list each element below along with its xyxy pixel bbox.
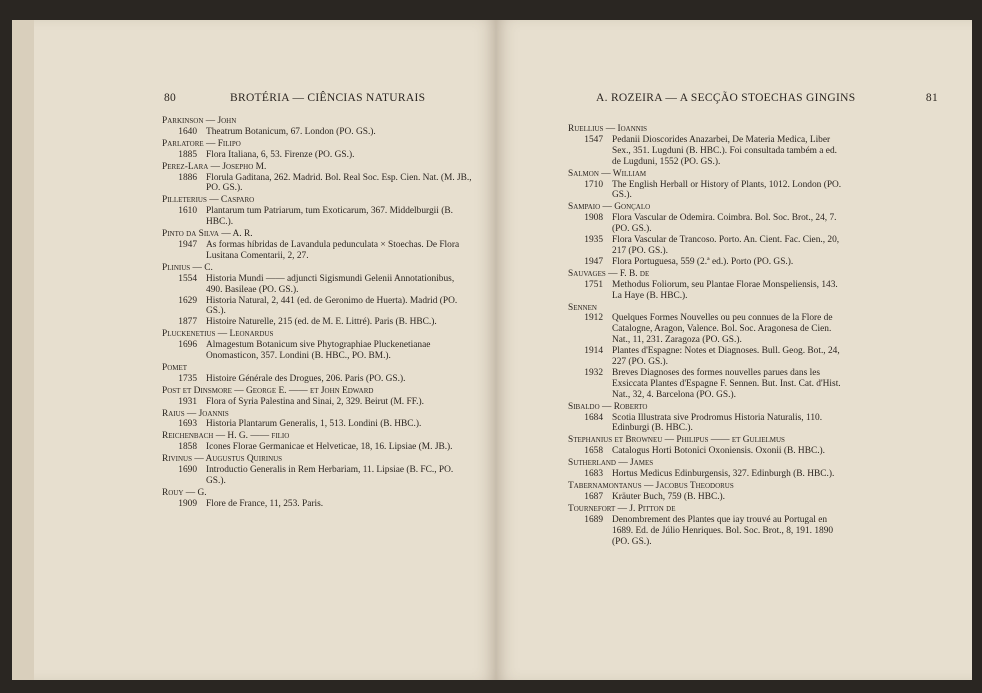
right-page [496, 20, 972, 680]
running-title: A. ROZEIRA — A SECÇÃO STOECHAS GINGINS [596, 92, 856, 104]
work-year: 1908 [584, 213, 603, 224]
entry-work [568, 180, 848, 202]
page-number: 80 [164, 92, 177, 104]
entry-author: Perez-Lara — Josepho M. [162, 161, 267, 172]
work-citation: Almagestum Botanicum sive Phytographiae Pluckenetianae Onomasticon, 357. Londini (B. HBC., PO. BM.). [206, 340, 431, 362]
work-year: 1932 [584, 367, 603, 378]
work-year: 1629 [178, 295, 197, 306]
work-year: 1640 [178, 126, 197, 137]
bibliography-entry [568, 303, 848, 401]
work-year: 1693 [178, 419, 197, 430]
bibliography-entry [568, 458, 848, 480]
bibliography-list [162, 116, 472, 511]
entry-work [568, 313, 848, 346]
bibliography-entry [568, 402, 848, 435]
work-citation: Breves Diagnoses des formes nouvelles parues dans les Exsiccata Plantes d'Espagne F. Sennen. But. Inst. Cat. d'Hist. Nat., 32, 4. Barcelona (PO. GS.). [612, 367, 841, 400]
bibliography-entry [568, 481, 848, 503]
work-year: 1610 [178, 206, 197, 217]
work-citation: The English Herball or History of Plants, 1012. London (PO. GS.). [612, 179, 842, 201]
work-year: 1935 [584, 235, 603, 246]
entry-author: Pomet [162, 362, 188, 373]
entry-work [162, 419, 472, 430]
entry-work [568, 346, 848, 368]
entry-author: Parkinson — John [162, 116, 237, 126]
bibliography-entry [162, 454, 472, 487]
entry-work [162, 340, 472, 362]
entry-author: Post et Dinsmore — George E. —— et John Edward [162, 385, 374, 396]
work-citation: As formas híbridas de Lavandula pedunculata × Stoechas. De Flora Lusitana Comentarii, 2, 27. [206, 239, 460, 261]
work-year: 1689 [584, 514, 603, 525]
work-citation: Hortus Medicus Edinburgensis, 327. Edinburgh (B. HBC.). [612, 469, 835, 480]
bibliography-entry [162, 386, 472, 408]
bibliography-entry [568, 504, 848, 548]
work-year: 1947 [178, 239, 197, 250]
bibliography-list [568, 124, 848, 548]
work-citation: Historia Plantarum Generalis, 1, 513. Londini (B. HBC.). [206, 419, 422, 430]
entry-author: Rouy — G. [162, 487, 207, 498]
work-citation: Introductio Generalis in Rem Herbariam, 11. Lipsiae (B. FC., PO. GS.). [206, 465, 454, 486]
entry-work [162, 274, 472, 296]
entry-work [162, 499, 472, 510]
work-citation: Denombrement des Plantes que iay trouvé au Portugal en 1689. Ed. de Júlio Henriques. Bol. Soc. Brot., 8, 191. 1890 (PO. GS.). [612, 514, 834, 547]
work-citation: Plantarum tum Patriarum, tum Exoticarum, 367. Middelburgii (B. HBC.). [206, 206, 453, 228]
entry-author: Pluckenetius — Leonardus [162, 329, 274, 340]
work-citation: Methodus Foliorum, seu Plantae Florae Monspeliensis, 143. La Haye (B. HBC.). [612, 279, 838, 301]
work-citation: Historia Natural, 2, 441 (ed. de Geronimo de Huerta). Madrid (PO. GS.). [206, 295, 458, 317]
work-year: 1912 [584, 313, 603, 324]
work-year: 1687 [584, 491, 603, 502]
entry-work [568, 492, 848, 503]
entry-work [568, 469, 848, 480]
work-year: 1877 [178, 317, 197, 328]
entry-work [568, 413, 848, 435]
work-year: 1684 [584, 412, 603, 423]
work-citation: Historia Mundi —— adjuncti Sigismundi Gelenii Annotationibus, 490. Basileae (PO. GS.). [206, 273, 455, 295]
entry-work [568, 446, 848, 457]
entry-work [568, 280, 848, 302]
work-year: 1658 [584, 446, 603, 457]
work-year: 1710 [584, 179, 603, 190]
work-year: 1735 [178, 373, 197, 384]
entry-author: Sennen [568, 302, 597, 313]
entry-work [162, 374, 472, 385]
entry-work [568, 213, 848, 235]
work-citation: Pedanii Dioscorides Anazarbei, De Materia Medica, Liber Sex., 351. Lugduni (B. HBC.). Foi consultada também a ed. de Lugduni, 1552 (PO. GS.). [612, 134, 837, 167]
work-citation: Flora Vascular de Odemira. Coimbra. Bol. Soc. Brot., 24, 7. (PO. GS.). [612, 213, 837, 235]
page-number: 81 [925, 92, 938, 104]
work-year: 1554 [178, 273, 197, 284]
entry-author: Raius — Joannis [162, 408, 229, 419]
work-citation: Scotia Illustrata sive Prodromus Historia Naturalis, 110. Edinburgi (B. HBC.). [612, 412, 823, 434]
bibliography-entry [568, 435, 848, 457]
work-citation: Flora of Syria Palestina and Sinai, 2, 329. Beirut (M. FF.). [206, 396, 424, 407]
work-citation: Plantes d'Espagne: Notes et Diagnoses. Bull. Geog. Bot., 24, 227 (PO. GS.). [612, 346, 840, 368]
entry-author: Ruellius — Ioannis [568, 124, 648, 134]
work-year: 1690 [178, 465, 197, 476]
entry-work [568, 257, 848, 268]
work-citation: Flora Portuguesa, 559 (2.ª ed.). Porto (PO. GS.). [612, 256, 794, 267]
work-year: 1858 [178, 442, 197, 453]
entry-work [568, 235, 848, 257]
entry-author: Plinius — C. [162, 262, 213, 273]
entry-work [162, 150, 472, 161]
entry-work [568, 135, 848, 168]
entry-author: Salmon — William [568, 168, 647, 179]
work-year: 1696 [178, 340, 197, 351]
work-citation: Histoire Naturelle, 215 (ed. de M. E. Littré). Paris (B. HBC.). [206, 317, 437, 328]
entry-author: Reichenbach — H. G. —— filio [162, 431, 290, 442]
entry-author: Parlatore — Filipo [162, 138, 241, 149]
bibliography-entry [162, 431, 472, 453]
work-year: 1947 [584, 256, 603, 267]
entry-work [162, 240, 472, 262]
entry-work [162, 465, 472, 487]
entry-author: Sutherland — James [568, 458, 654, 469]
entry-author: Pinto da Silva — A. R. [162, 229, 253, 240]
bibliography-entry [568, 269, 848, 302]
open-book [12, 20, 972, 684]
bibliography-entry [162, 139, 472, 161]
work-citation: Flora Italiana, 6, 53. Firenze (PO. GS.). [206, 149, 355, 160]
entry-work [162, 317, 472, 328]
work-citation: Flora Vascular de Trancoso. Porto. An. Cient. Fac. Cien., 20, 217 (PO. GS.). [612, 235, 840, 256]
entry-work [162, 397, 472, 408]
work-year: 1909 [178, 498, 197, 509]
bibliography-entry [162, 195, 472, 228]
work-year: 1886 [178, 172, 197, 183]
bibliography-entry [162, 263, 472, 328]
entry-author: Tabernamontanus — Jacobus Theodorus [568, 481, 734, 491]
entry-work [162, 127, 472, 138]
entry-work [162, 442, 472, 453]
work-citation: Theatrum Botanicum, 67. London (PO. GS.). [206, 126, 376, 137]
entry-author: Sibaldo — Roberto [568, 401, 648, 412]
entry-author: Tournefort — J. Pitton de [568, 503, 676, 514]
bibliography-entry [162, 363, 472, 385]
work-citation: Kräuter Buch, 759 (B. HBC.). [612, 491, 726, 502]
bibliography-entry [162, 488, 472, 510]
work-citation: Florula Gaditana, 262. Madrid. Bol. Real Soc. Esp. Cien. Nat. (M. JB., PO. GS.). [206, 172, 472, 194]
bibliography-entry [162, 116, 472, 138]
work-year: 1547 [584, 134, 603, 145]
entry-author: Sampaio — Gonçalo [568, 202, 651, 213]
running-title: BROTÉRIA — CIÊNCIAS NATURAIS [230, 92, 426, 104]
left-page [12, 20, 496, 680]
entry-author: Pilleterius — Casparo [162, 195, 255, 206]
work-year: 1683 [584, 469, 603, 480]
work-year: 1931 [178, 396, 197, 407]
bibliography-entry [162, 409, 472, 431]
entry-author: Sauvages — F. B. de [568, 268, 650, 279]
bibliography-entry [162, 162, 472, 195]
entry-work [162, 296, 472, 318]
work-citation: Catalogus Horti Botonici Oxoniensis. Oxonii (B. HBC.). [612, 446, 826, 457]
work-citation: Histoire Générale des Drogues, 206. Paris (PO. GS.). [206, 373, 406, 384]
entry-work [162, 173, 472, 195]
work-citation: Flore de France, 11, 253. Paris. [206, 498, 324, 509]
work-citation: Icones Florae Germanicae et Helveticae, 18, 16. Lipsiae (M. JB.). [206, 442, 453, 453]
bibliography-entry [568, 202, 848, 267]
work-year: 1914 [584, 346, 603, 357]
work-year: 1751 [584, 279, 603, 290]
entry-work [568, 368, 848, 401]
bibliography-entry [162, 329, 472, 362]
bibliography-entry [162, 229, 472, 262]
entry-work [568, 515, 848, 548]
entry-work [162, 206, 472, 228]
entry-author: Stephanius et Browneu — Philipus —— et Gulielmus [568, 435, 785, 446]
entry-author: Rivinus — Augustus Quirinus [162, 454, 283, 465]
work-year: 1885 [178, 149, 197, 160]
bibliography-entry [568, 124, 848, 168]
work-citation: Quelques Formes Nouvelles ou peu connues de la Flore de Catalogne, Aragon, Valence. Bol. Soc. Aragonesa de Cien. Nat., 11, 231. Zaragoza (PO. GS.). [612, 313, 833, 346]
bibliography-entry [568, 169, 848, 202]
